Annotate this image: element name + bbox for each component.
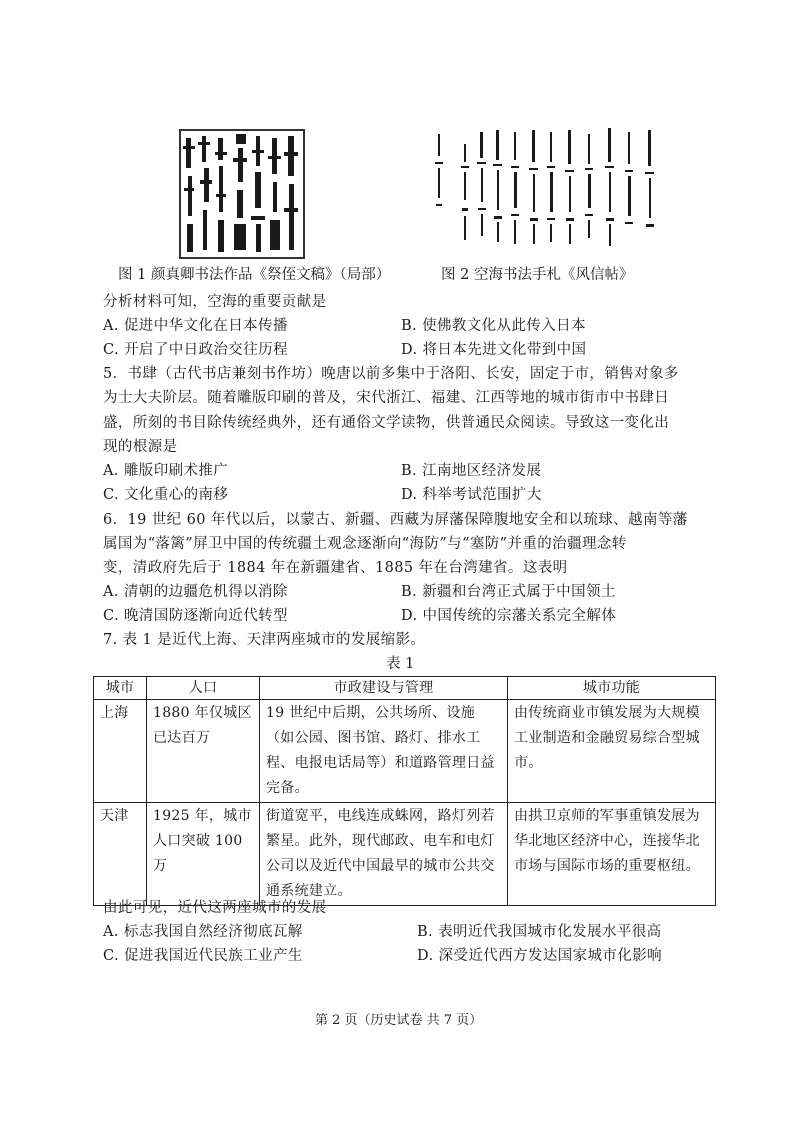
calligraphy-image-fengxintie bbox=[430, 124, 670, 256]
q5-option-b[interactable]: B. 江南地区经济发展 bbox=[401, 463, 542, 479]
q5-stem-line2: 为士大夫阶层。随着雕版印刷的普及，宋代浙江、福建、江西等地的城市街市中书肆日 bbox=[103, 390, 670, 406]
figure2-caption: 图 2 空海书法手札《风信帖》 bbox=[441, 267, 634, 283]
q5-stem-line3: 盛，所刻的书目除传统经典外，还有通俗文学读物，供普通民众阅读。导致这一变化出 bbox=[103, 415, 670, 431]
cell-city: 上海 bbox=[94, 700, 147, 803]
table-caption: 表 1 bbox=[386, 656, 415, 672]
q7-stem: 7. 表 1 是近代上海、天津两座城市的发展缩影。 bbox=[103, 632, 426, 648]
q4-option-c[interactable]: C. 开启了中日政治交往历程 bbox=[103, 342, 288, 358]
q6-option-c[interactable]: C. 晚清国防逐渐向近代转型 bbox=[103, 608, 288, 624]
header-population: 人口 bbox=[147, 677, 260, 700]
cell-function: 由传统商业市镇发展为大规模工业制造和金融贸易综合型城市。 bbox=[508, 700, 716, 803]
q4-option-a[interactable]: A. 促进中华文化在日本传播 bbox=[103, 318, 288, 334]
cell-municipal: 19 世纪中后期，公共场所、设施（如公园、图书馆、路灯、排水工程、电报电话局等）和道路管理日益完备。 bbox=[260, 700, 508, 803]
q5-option-d[interactable]: D. 科举考试范围扩大 bbox=[401, 487, 542, 503]
cell-municipal: 街道宽平，电线连成蛛网，路灯列若繁星。此外，现代邮政、电车和电灯公司以及近代中国最早的城市公共交通系统建立。 bbox=[260, 803, 508, 906]
q6-option-a[interactable]: A. 清朝的边疆危机得以消除 bbox=[103, 584, 288, 600]
cell-population: 1880 年仅城区已达百万 bbox=[147, 700, 260, 803]
q5-option-a[interactable]: A. 雕版印刷术推广 bbox=[103, 463, 229, 479]
city-development-table bbox=[93, 676, 716, 906]
table-header-row bbox=[94, 677, 716, 700]
table-row bbox=[94, 803, 716, 906]
table-row bbox=[94, 700, 716, 803]
q7-option-c[interactable]: C. 促进我国近代民族工业产生 bbox=[103, 948, 303, 964]
q5-option-c[interactable]: C. 文化重心的南移 bbox=[103, 487, 229, 503]
q6-stem-line2: 属国为“落篱”屏卫中国的传统疆土观念逐渐向“海防”与“塞防”并重的治疆理念转 bbox=[103, 536, 627, 552]
q7-option-b[interactable]: B. 表明近代我国城市化发展水平很高 bbox=[417, 924, 662, 940]
cell-function: 由拱卫京师的军事重镇发展为华北地区经济中心，连接华北市场与国际市场的重要枢纽。 bbox=[508, 803, 716, 906]
q6-stem-line3: 变，清政府先后于 1884 年在新疆建省、1885 年在台湾建省。这表明 bbox=[103, 560, 568, 576]
calligraphy-image-jizhiwengao bbox=[178, 128, 306, 260]
cell-population: 1925 年，城市人口突破 100 万 bbox=[147, 803, 260, 906]
q7-option-a[interactable]: A. 标志我国自然经济彻底瓦解 bbox=[103, 924, 303, 940]
q6-option-b[interactable]: B. 新疆和台湾正式属于中国领土 bbox=[401, 584, 616, 600]
page-footer: 第 2 页（历史试卷 共 7 页） bbox=[315, 1013, 483, 1028]
header-function: 城市功能 bbox=[508, 677, 716, 700]
q7-after-stem: 由此可见，近代这两座城市的发展 bbox=[103, 900, 327, 916]
figure1-caption: 图 1 颜真卿书法作品《祭侄文稿》（局部） bbox=[118, 267, 391, 283]
q4-option-d[interactable]: D. 将日本先进文化带到中国 bbox=[401, 342, 587, 358]
q5-stem-line1: 5．书肆（古代书店兼刻书作坊）晚唐以前多集中于洛阳、长安，固定于市，销售对象多 bbox=[103, 366, 679, 382]
q4-stem: 分析材料可知，空海的重要贡献是 bbox=[103, 294, 327, 310]
cell-city: 天津 bbox=[94, 803, 147, 906]
header-city: 城市 bbox=[94, 677, 147, 700]
q7-option-d[interactable]: D. 深受近代西方发达国家城市化影响 bbox=[417, 948, 663, 964]
q5-stem-line4: 现的根源是 bbox=[103, 439, 178, 455]
header-municipal: 市政建设与管理 bbox=[260, 677, 508, 700]
q4-option-b[interactable]: B. 使佛教文化从此传入日本 bbox=[401, 318, 586, 334]
q6-stem-line1: 6．19 世纪 60 年代以后，以蒙古、新疆、西藏为屏藩保障腹地安全和以琉球、越南等藩 bbox=[103, 512, 688, 528]
q6-option-d[interactable]: D. 中国传统的宗藩关系完全解体 bbox=[401, 608, 617, 624]
